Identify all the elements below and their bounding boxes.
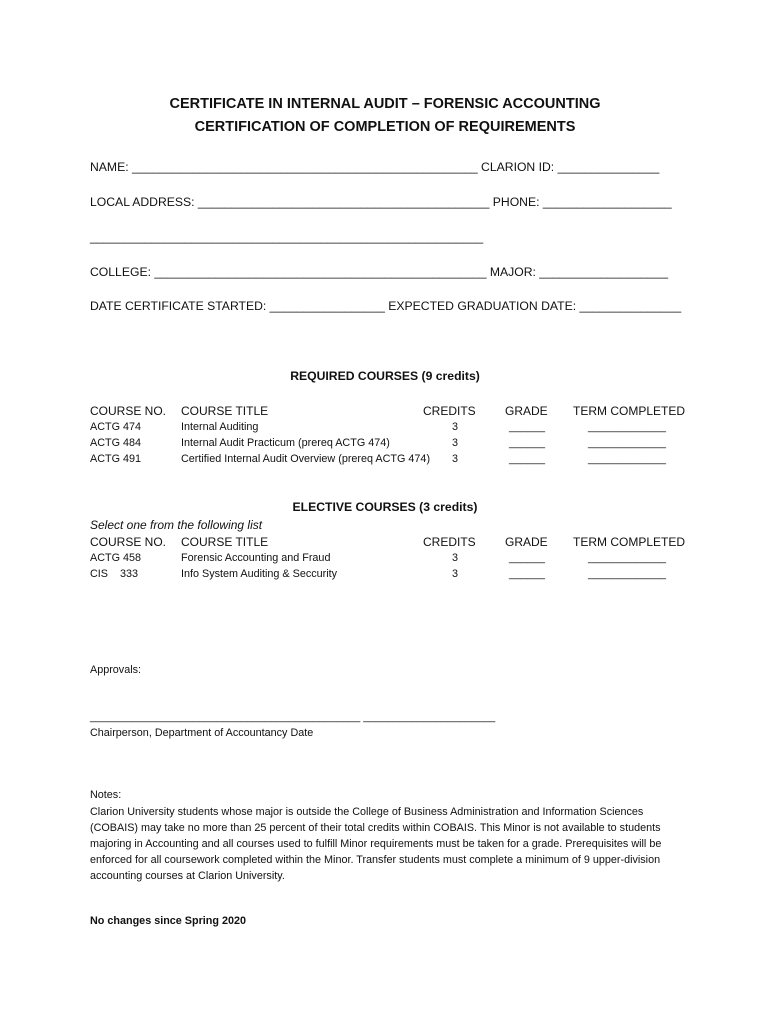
course-credits: 3 (452, 421, 459, 433)
course-title: Info System Auditing & Seccurity (181, 568, 338, 580)
required-header-course-no: COURSE NO. (90, 404, 167, 418)
grade-blank[interactable]: ______ (509, 568, 546, 580)
course-credits: 3 (452, 437, 459, 449)
course-no: ACTG 458 (90, 552, 142, 564)
elective-header-grade: GRADE (505, 535, 548, 549)
course-no: ACTG 491 (90, 453, 142, 465)
grade-blank[interactable]: ______ (509, 453, 546, 465)
document-title-line1: CERTIFICATE IN INTERNAL AUDIT – FORENSIC ACCOUNTING (169, 96, 601, 112)
revision-note: No changes since Spring 2020 (90, 915, 247, 927)
college-field-line[interactable]: COLLEGE: _________________________________________________ MAJOR: ___________________ (90, 265, 669, 279)
elective-header-credits: CREDITS (423, 535, 476, 549)
term-blank[interactable]: _____________ (588, 437, 667, 449)
required-courses-heading: REQUIRED COURSES (9 credits) (290, 369, 480, 383)
grade-blank[interactable]: ______ (509, 552, 546, 564)
address-field-line[interactable]: LOCAL ADDRESS: ___________________________________________ PHONE: ___________________ (90, 195, 672, 209)
term-blank[interactable]: _____________ (588, 568, 667, 580)
elective-courses-heading: ELECTIVE COURSES (3 credits) (292, 500, 478, 514)
course-no: ACTG 474 (90, 421, 142, 433)
required-header-grade: GRADE (505, 404, 548, 418)
course-title: Internal Auditing (181, 421, 259, 433)
elective-header-course-title: COURSE TITLE (181, 535, 269, 549)
approvals-label: Approvals: (90, 664, 142, 676)
document-title-line2: CERTIFICATION OF COMPLETION OF REQUIREMENTS (194, 119, 576, 135)
required-header-course-title: COURSE TITLE (181, 404, 269, 418)
notes-label: Notes: (90, 789, 122, 801)
course-title: Internal Audit Practicum (prereq ACTG 474) (181, 437, 390, 449)
grade-blank[interactable]: ______ (509, 421, 546, 433)
notes-text: Clarion University students whose major is outside the College of Business Administration and Information Sciences (COBAIS) may take no more than 25 percent of their total credits within COBAIS. This Minor is not available to students majoring in Accounting and all courses used to fulfill Minor requirements must be taken for a grade. Prerequisites will be enforced for all coursework completed within the Minor. Transfer students must complete a minimum of 9 upper-division accounting courses at Clarion University. (90, 806, 662, 882)
approval-signature-line[interactable]: _____________________________________________ ______________________ (90, 711, 496, 723)
course-credits: 3 (452, 568, 459, 580)
course-no: CIS 333 (90, 568, 139, 580)
term-blank[interactable]: _____________ (588, 552, 667, 564)
term-blank[interactable]: _____________ (588, 453, 667, 465)
elective-header-term: TERM COMPLETED (573, 535, 686, 549)
approval-caption: Chairperson, Department of Accountancy Date (90, 727, 314, 739)
date-field-line[interactable]: DATE CERTIFICATE STARTED: _________________ EXPECTED GRADUATION DATE: _______________ (90, 299, 682, 313)
course-credits: 3 (452, 453, 459, 465)
course-title: Forensic Accounting and Fraud (181, 552, 331, 564)
elective-instruction: Select one from the following list (90, 518, 263, 532)
course-credits: 3 (452, 552, 459, 564)
term-blank[interactable]: _____________ (588, 421, 667, 433)
grade-blank[interactable]: ______ (509, 437, 546, 449)
required-header-term: TERM COMPLETED (573, 404, 686, 418)
elective-header-course-no: COURSE NO. (90, 535, 167, 549)
address-field-line-2[interactable]: __________________________________________________________ (90, 230, 484, 244)
name-field-line[interactable]: NAME: ___________________________________________________ CLARION ID: _______________ (90, 160, 660, 174)
course-title: Certified Internal Audit Overview (prereq ACTG 474) (181, 453, 431, 465)
course-no: ACTG 484 (90, 437, 142, 449)
required-header-credits: CREDITS (423, 404, 476, 418)
